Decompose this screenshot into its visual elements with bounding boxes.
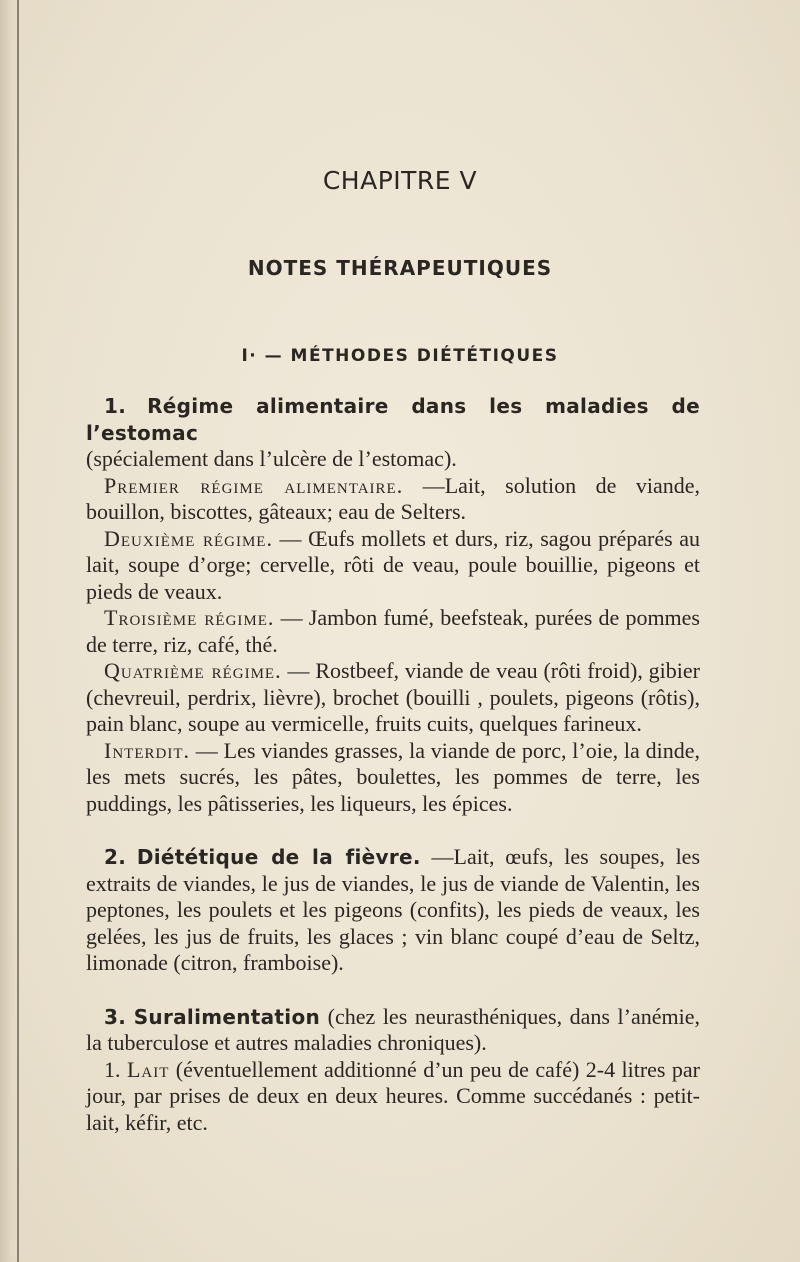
regime-3-label: Troisième régime. (104, 605, 275, 630)
section-2-title: Diététique de la fièvre. (136, 845, 421, 869)
item-1-text: (éventuellement additionné d’un peu de café) 2-4 litres par jour, par prises de deux en deux heures. Comme succédanés : petit-lait, kéfir, etc. (86, 1056, 700, 1135)
section-heading: I· — MÉTHODES DIÉTÉTIQUES (241, 346, 559, 366)
regime-1-paragraph (86, 473, 700, 526)
section-3-paragraph (86, 1004, 700, 1057)
section-3-title: Suralimentation (133, 1004, 321, 1029)
regime-4-paragraph (86, 658, 700, 738)
forbidden-paragraph (86, 738, 700, 818)
section-2-text: —Lait, œufs, les soupes, les extraits de viandes, le jus de viandes, le jus de viande de Valentin, les peptones, les poulets et les pigeons (confits), les pieds de veaux, les gelées, les jus de fruits, les glaces ; vin blanc coupé d’eau de Seltz, limonade (citron, framboise). (86, 844, 701, 975)
regime-4-label: Quatrième régime. (104, 658, 282, 683)
section-3-number: 3. (104, 1004, 127, 1029)
regime-2-text: — Œufs mollets et durs, riz, sagou préparés au lait, soupe d’orge; cervelle, rôti de veau, poule bouillie, pigeons et pieds de veaux. (86, 525, 700, 604)
forbidden-text: — Les viandes grasses, la viande de porc, l’oie, la dinde, les mets sucrés, les pâtes, boulettes, les pommes de terre, les puddings, les pâtisseries, les liqueurs, les épices. (86, 737, 700, 816)
paragraph-gap (86, 817, 700, 844)
item-1-number: 1. (104, 1056, 121, 1082)
section-1-number: 1. (104, 394, 127, 418)
chapter-title: NOTES THÉRAPEUTIQUES (247, 256, 553, 280)
regime-2-label: Deuxième régime. (104, 525, 273, 551)
section-3-subtitle: (chez les neurasthéniques, dans l’anémie, la tuberculose et autres maladies chroniques). (86, 1003, 701, 1055)
chapter-heading: CHAPITRE V (322, 166, 478, 195)
item-1-paragraph (86, 1057, 700, 1137)
section-2-paragraph (86, 844, 700, 977)
section-1-title: Régime alimentaire dans les maladies de l’estomac (86, 394, 701, 445)
regime-1-label: Premier régime alimentaire. (104, 472, 404, 498)
item-1-label: Lait (126, 1056, 170, 1082)
forbidden-label: Interdit. (104, 737, 190, 763)
regime-2-paragraph (86, 526, 700, 606)
regime-3-text: — Jambon fumé, beefsteak, purées de pommes de terre, riz, café, thé. (86, 605, 700, 657)
regime-1-text: —Lait, solution de viande, bouillon, biscottes, gâteaux; eau de Selters. (86, 472, 701, 524)
section-2-number: 2. (104, 845, 127, 869)
regime-3-paragraph (86, 605, 700, 658)
body-text (86, 393, 700, 1136)
regime-4-text: — Rostbeef, viande de veau (rôti froid), gibier (chevreuil, perdrix, lièvre), brochet (bouilli , poulets, pigeons (rôtis), pain blanc, soupe au vermicelle, fruits cuits, quelques farineux. (86, 658, 701, 736)
section-1-heading (86, 393, 700, 446)
section-1-subtitle: (spécialement dans l’ulcère de l’estomac). (86, 446, 457, 471)
paragraph-gap (86, 977, 700, 1004)
